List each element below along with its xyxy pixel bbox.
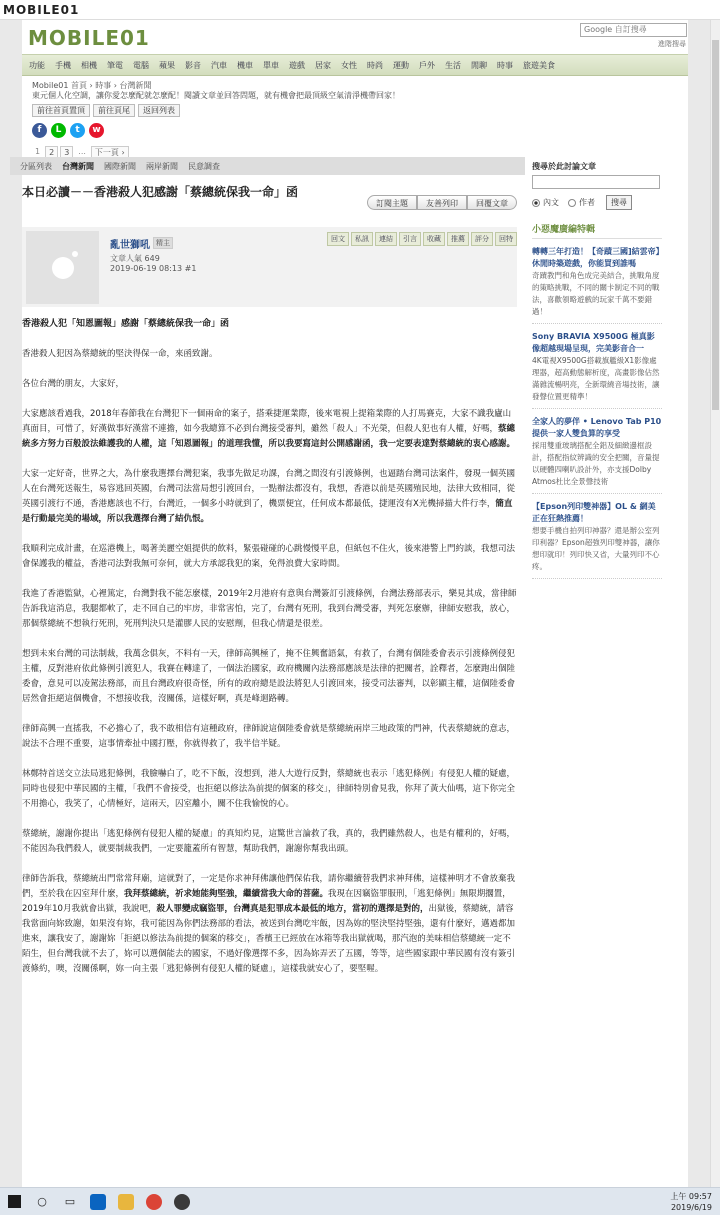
mini-logo[interactable]: MOBILE01 [3, 2, 80, 17]
reply-button[interactable]: 回覆文章 [467, 195, 517, 210]
article-paragraph [22, 467, 517, 527]
post-nav-buttons [22, 102, 688, 120]
sponsored-item[interactable] [532, 416, 662, 488]
divider [532, 408, 662, 409]
tab-polls[interactable]: 民意調查 [188, 161, 220, 171]
advanced-search-link[interactable]: 進階搜尋 [658, 40, 686, 48]
post-action-button[interactable]: 連結 [375, 232, 397, 246]
article-paragraph: 我進了香港監獄，心裡篤定，台灣對我不能怎麼樣，2019年2月港府有意與台灣簽訂引渡條例，台灣法務部表示，樂見其成，當律師告訴我這消息，我腿都軟了，走不回自己的牢房，非常害怕，完了，台灣有死刑，我到台灣受審，判死怎麼辦，律師安慰我，放心，那個蔡總統不想執行死刑，死刑判決只是灌膠人民的安慰劑，但我心情還是很差。 [22, 589, 517, 629]
subscribe-button[interactable]: 訂閱主題 [367, 195, 417, 210]
article-greeting: 各位台灣的朋友，大家好， [22, 379, 125, 389]
radio-content-label: 內文 [543, 198, 559, 207]
breadcrumb[interactable]: Mobile01 首頁 › 時事 › 台灣新聞 [32, 81, 152, 90]
thread-search-input[interactable] [532, 175, 660, 189]
sponsored-item-desc: 想要手機自拍列印神器？還是辦公室列印利器？Epson超強列印雙神器，讓你想印就印！列印快又省，大量列印不心疼。 [532, 526, 660, 571]
radio-author[interactable] [568, 199, 576, 207]
post-action-button[interactable]: 引言 [399, 232, 421, 246]
nav-item[interactable]: 閒聊 [471, 60, 487, 70]
post-actions [327, 232, 517, 246]
search-scope [532, 195, 662, 210]
p9-bold: 我拜蔡總統，祈求她能夠堅強，繼續當我大命的菩薩。 [124, 889, 329, 899]
p1: 大家應該看過我，2018年春節我在台灣犯下一個兩命的案子，搭乘捷運業際，後來電視上提箱業際的人打馬賽克，大家不識我廬山真面目，可惜了，好漢做事好漢當不連擔，如今我總算不必到台灣接受審判，雖然「殺人」不光榮，但殺人犯也有人權，好嗎， [22, 409, 512, 434]
chrome-icon[interactable] [140, 1188, 168, 1215]
app-icon[interactable] [168, 1188, 196, 1215]
site-header [22, 20, 688, 54]
article-paragraph: 律師高興一直搖我，不必擔心了，我不敢相信有這種政府，律師說這個陸委會就是蔡總統兩岸三地政策的門神，代表蔡總統的意志，說法不合理不重要，這事情牽扯中國打壓，你就得救了，我半信半疑。 [22, 724, 516, 749]
radio-content[interactable] [532, 199, 540, 207]
sponsored-list [532, 246, 662, 579]
next-page-button[interactable]: 下一頁 › [91, 146, 129, 159]
social-share [22, 120, 688, 142]
sponsored-item-title[interactable]: 轉轉三年打造！【奇蹟三國]結雲帝】休閒時築遊戲，你能買到誰嗎 [532, 247, 660, 268]
page-3[interactable]: 3 [60, 146, 73, 159]
post-datetime: 2019-06-19 08:13 [110, 264, 183, 273]
nav-item[interactable]: 時事 [497, 60, 513, 70]
nav-item[interactable]: 單車 [263, 60, 279, 70]
topic-header [10, 175, 525, 223]
line-icon[interactable]: L [51, 123, 66, 138]
search-icon[interactable]: ○ [37, 1195, 47, 1208]
facebook-icon[interactable]: f [32, 123, 47, 138]
sponsored-section-title[interactable]: 小惡魔廣編特輯 [532, 222, 662, 239]
nav-item[interactable]: 筆電 [107, 60, 123, 70]
side-search-title: 搜尋於此討論文章 [532, 162, 596, 171]
sidebar [532, 157, 662, 579]
sponsored-item[interactable] [532, 331, 662, 403]
article-body [10, 307, 525, 977]
sponsored-item-title[interactable]: 【Epson列印雙神器】OL & 網美正在狂熱推薦！ [532, 502, 656, 523]
sponsored-item-title[interactable]: 全家人的夢伴 • Lenovo Tab P10 提供一家人雙負算的享受 [532, 417, 662, 438]
post-action-button[interactable]: 回特 [495, 232, 517, 246]
article-heading: 香港殺人犯「知恩圖報」感謝「蔡總統保我一命」函 [22, 319, 230, 329]
article-paragraph [22, 872, 517, 977]
nav-item[interactable]: 旅遊美食 [523, 60, 555, 70]
nav-item[interactable]: 運動 [393, 60, 409, 70]
main-content [10, 157, 525, 992]
taskbar [0, 1187, 720, 1215]
p2-bold: 簡直是行動最完美的場域，所以我選擇台灣了結仇恨。 [22, 499, 513, 524]
windows-start-icon[interactable] [0, 1188, 28, 1215]
post-action-button[interactable]: 收藏 [423, 232, 445, 246]
post-floor[interactable]: #1 [184, 264, 197, 273]
tab-taiwan-news[interactable]: 台灣新聞 [62, 161, 94, 171]
topic-title: 本日必讀－－香港殺人犯感謝「蔡總統保我一命」函 [22, 185, 299, 199]
file-explorer-icon[interactable] [112, 1188, 140, 1215]
post-action-button[interactable]: 推薦 [447, 232, 469, 246]
main-nav [22, 54, 688, 76]
post-action-button[interactable]: 評分 [471, 232, 493, 246]
nav-item[interactable]: 生活 [445, 60, 461, 70]
weibo-icon[interactable]: w [89, 123, 104, 138]
tab-cross-strait-news[interactable]: 兩岸新聞 [146, 161, 178, 171]
divider [532, 578, 662, 579]
sponsored-item[interactable] [532, 246, 662, 318]
post-action-button[interactable]: 回文 [327, 232, 349, 246]
browser-top-bar [0, 0, 720, 20]
back-to-list-button[interactable]: 返回列表 [138, 104, 180, 117]
nav-item[interactable]: 電腦 [133, 60, 149, 70]
nav-item[interactable]: 女性 [341, 60, 357, 70]
author-name[interactable]: 亂世獅吼 [110, 240, 150, 251]
tab-list[interactable]: 分區列表 [20, 161, 52, 171]
post-views: 文章人氣 649 [110, 254, 160, 263]
side-search-button[interactable]: 搜尋 [606, 195, 632, 210]
p9: 律師告訴我，蔡總統出門常常拜廟，這就對了，一定是你求神拜佛讓他們保佑我，請你繼續替我們求神拜佛，這樣神明才不會放棄我們，至於我在囚室拜什麼， [22, 874, 516, 899]
article-paragraph [22, 407, 517, 452]
nav-item[interactable]: 影音 [185, 60, 201, 70]
divider [532, 323, 662, 324]
google-search-input[interactable]: Google 自訂搜尋 [580, 23, 687, 37]
nav-item[interactable]: 居家 [315, 60, 331, 70]
tab-international-news[interactable]: 國際新聞 [104, 161, 136, 171]
divider [532, 493, 662, 494]
author-badge: 精主 [153, 237, 173, 249]
nav-item[interactable]: 蘋果 [159, 60, 175, 70]
page-2[interactable]: 2 [45, 146, 58, 159]
topic-actions [367, 195, 517, 210]
p9e: 出獄後，蔡總統，請容我當面向妳致謝，如果沒有妳，我可能因為你們法務部的看法，被送到台灣吃牢飯，因為妳的堅決堅持堅強，還有什麼好，邁過都加進來，讓我安了，謝謝妳「拒絕以修法為前提的個案的移交」，香檳王已經放在冰箱等我出獄就喝，那汽泡的美味相信蔡總統一定不陌生，但台灣我就不去了，妳可以選個能去的國家，不過好像選擇不多，因為妳弄丟了五國，等等，這些國家跟中華民國有沒有簽引渡條約，噢，沒關係啊，妳一向主張「逃犯條例有侵犯人權的疑慮」，這樣我就安心了，要堅喔。 [22, 904, 516, 974]
article-paragraph: 蔡總統，謝謝你提出「逃犯條例有侵犯人權的疑慮」的真知灼見，這驚世言論救了我，真的，我們雖然殺人，也是有權利的，好嗎，不能因為我們殺人，就要制裁我們，一定要籠蓋所有智慧，幫助我們，謝謝你幫我出頭。 [22, 829, 516, 854]
sponsored-item-desc: 奇蹟教門和角色成完美結合，挑戰角度的策略挑戰，不同的關卡制定不同的戰法，喜歡領略遊戲的玩家千萬不要錯過！ [532, 271, 660, 316]
p9-bold-2: 殺人罪變成竊盜罪，台灣真是犯罪成本最低的地方，當初的選擇是對的， [156, 904, 429, 914]
article-paragraph: 想到未來台灣的司法制裁，我萬念俱灰，不料有一天，律師高興極了，掩不住興奮語氣，有救了，台灣有個陸委會表示引渡條例侵犯主權，反對港府依此條例引渡犯人，我賽在轉達了，一個法治國家，政府機關內法務部應該是法律的把關者，詮釋者，怎麼跑出個陸委會，意見可以凌駕法務部，而且台灣政府很奇怪，所有的政府總是設法將犯人引渡回來，接受司法審判，以彰顯主權，這個陸委會居然會拒絕這個機會，不想接收我，沒關係，這樣好啊，真是峰迴路轉。 [22, 649, 516, 704]
clock-date: 2019/6/19 [670, 1203, 712, 1212]
bomb-icon [52, 257, 74, 279]
page-1: 1 [35, 146, 41, 156]
p1-bold: 蔡總統多方努力百般設法維護我的人權，這「知恩圖報」的道理我懂，所以我要寫這封公開感謝函，我一定要表達對蔡總統的衷心感謝。 [22, 424, 516, 449]
nav-item[interactable]: 手機 [55, 60, 71, 70]
sponsored-item[interactable] [532, 501, 662, 573]
go-bottom-button[interactable]: 前往頁尾 [93, 104, 135, 117]
post-action-button[interactable]: 私訊 [351, 232, 373, 246]
p9c: 我現在因竊盜罪服刑，「逃犯條例」無限期擱置，2019年10月我就會出獄，我說吧， [22, 889, 511, 914]
article-lead: 香港殺人犯因為蔡總統的堅決得保一命，來函致謝。 [22, 349, 218, 359]
nav-item[interactable]: 遊戲 [289, 60, 305, 70]
site-logo[interactable]: MOBILE01 [28, 26, 150, 50]
sponsored-item-title[interactable]: Sony BRAVIA X9500G 極真影像超越現場呈現，完美影音合一 [532, 332, 655, 353]
nav-item[interactable]: 相機 [81, 60, 97, 70]
sponsored-item-desc: 4K電視X9500G搭載旗艦級X1影像處理器，超高動態解析度，高畫影像佔然滿雜流暢明亮，全新環繞音場技術，讓發聲位置更精準！ [532, 356, 660, 401]
avatar[interactable] [26, 231, 99, 304]
article-paragraph: 我順利完成計畫，在巡港機上，喝著美麗空姐提供的飲料，緊張碰碰的心跳慢慢平息，但紙包不住火，後來港警上門約談，我想司法會保護我的權益，香港司法對我無可奈何，就大方承認我犯的案，免得浪費大家時間。 [22, 544, 516, 569]
print-button[interactable]: 友善列印 [417, 195, 467, 210]
page-ellipsis: ... [78, 146, 86, 156]
scrollbar[interactable] [710, 20, 720, 1187]
outlook-icon[interactable] [84, 1188, 112, 1215]
post-date [110, 264, 196, 273]
author-box [22, 227, 517, 307]
article-paragraph: 林鄭特首送交立法局逃犯條例，我臉嚇白了，吃不下飯，沒想到，港人大遊行反對，蔡總統也表示「逃犯條例」有侵犯人權的疑慮，同時也侵犯中華民國的主權，「我們不會接受，也拒絕以修法為前提的個案的移交」，律師特別會見我，你拜了黃大仙嗎，這下你完全不用擔心，我笑了，心情極好，這兩天，囚室離小，關不住我愉悅的心。 [22, 769, 516, 809]
forum-tabs [10, 157, 525, 175]
radio-author-label: 作者 [579, 198, 595, 207]
nav-item[interactable]: 汽車 [211, 60, 227, 70]
nav-item[interactable]: 戶外 [419, 60, 435, 70]
p2: 大家一定好奇，世界之大，為什麼我選擇台灣犯案，我事先做足功課，台灣之間沒有引渡條例，也逼踏台灣司法案件，發現一個英國人在台灣死送報生，易容逃回英國，台灣司法當局想引渡回台，一點辦法都沒有，我想，香港以前是英國殖民地，法律大致相同，從英國引渡行不通，香港應該也不行，台灣近，一個多小時就到了，機票便宜，任何成本都最低，捷運沒有X光機掃描大件行李， [22, 469, 516, 509]
sponsored-item-desc: 採用雙重玻璃搭配全鋁及細緻邊框設計，搭配指紋辨識的安全把關，音量提以硬體四喇叭設計外，亦支援Dolby Atmos杜比全景聲技術 [532, 441, 660, 486]
nav-item[interactable]: 功能 [29, 60, 45, 70]
go-top-button[interactable]: 前往首頁置頂 [32, 104, 90, 117]
clock-time: 上午 09:57 [670, 1192, 712, 1201]
scrollbar-thumb[interactable] [712, 40, 719, 410]
nav-item[interactable]: 時尚 [367, 60, 383, 70]
task-view-icon[interactable]: ▭ [64, 1195, 76, 1208]
nav-item[interactable]: 機車 [237, 60, 253, 70]
twitter-icon[interactable]: t [70, 123, 85, 138]
system-clock[interactable] [670, 1191, 712, 1213]
promo-notice[interactable]: 東元個人化空調，讓你愛怎麼配就怎麼配！閱讀文章並回答問題，就有機會把最頂級空氣清淨機帶回家！ [32, 91, 400, 100]
